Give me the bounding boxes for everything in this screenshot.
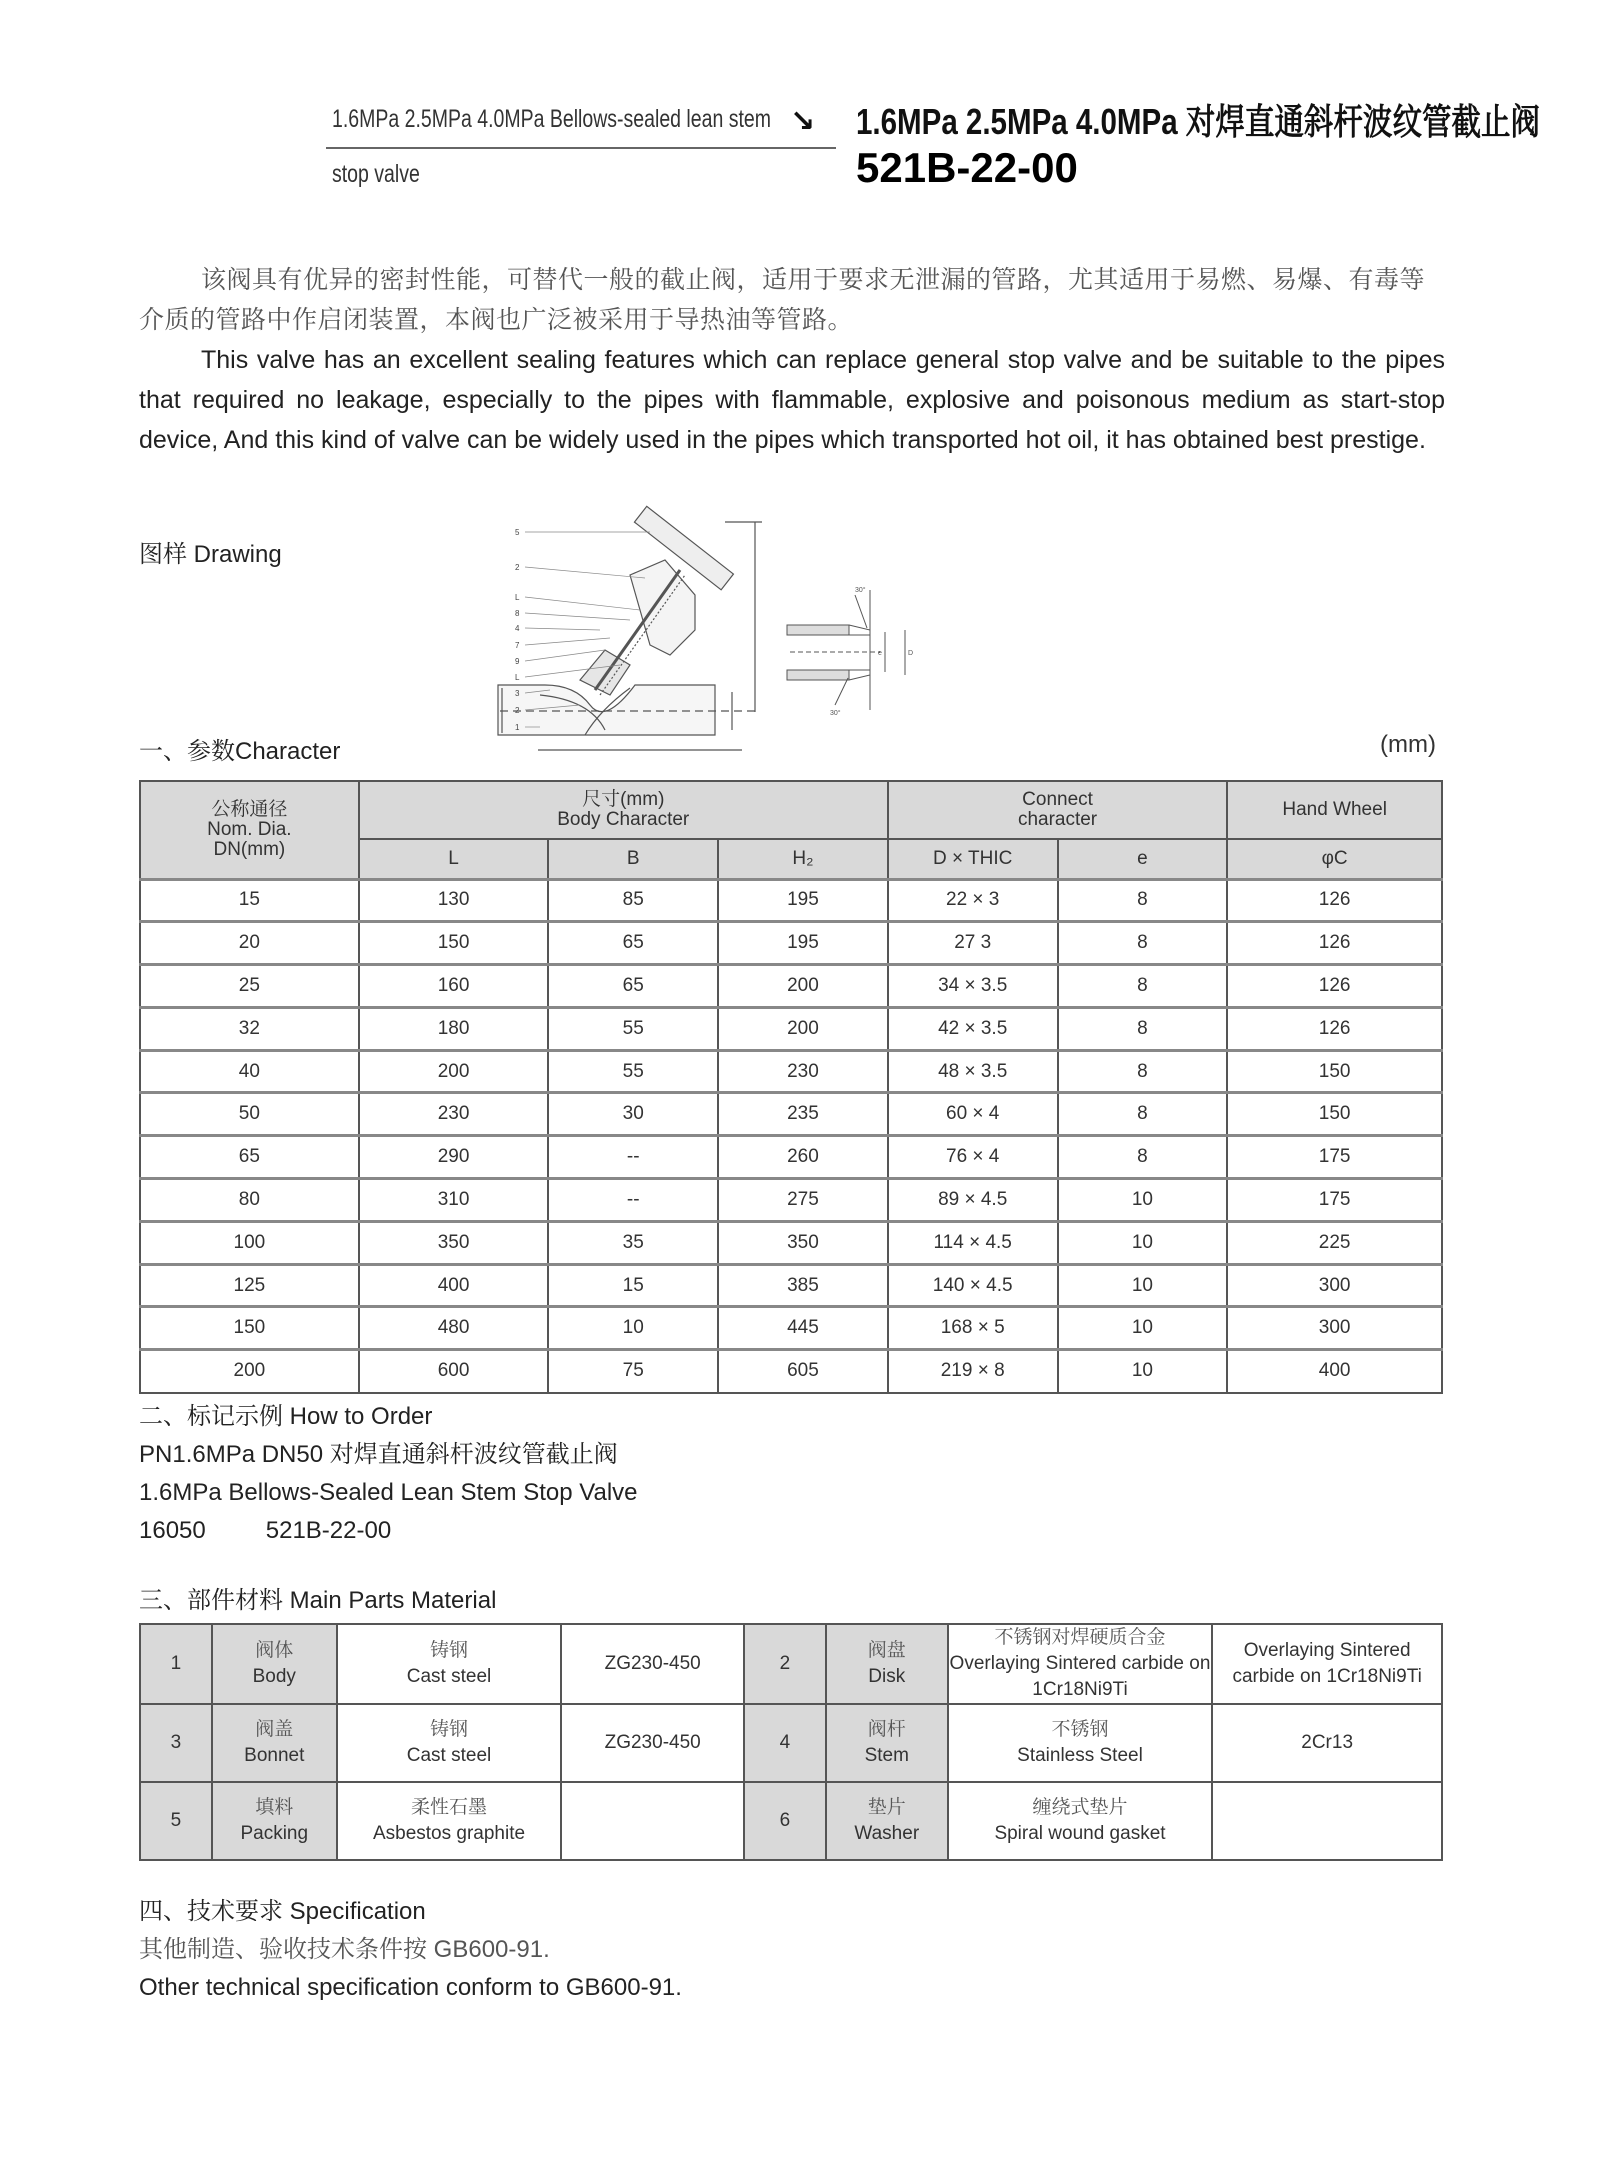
spec-cn: 其他制造、验收技术条件按 GB600-91. [139,1936,550,1963]
header-nom-dia-unit: DN(mm) [213,838,286,860]
header-hand-wheel: Hand Wheel [1227,781,1442,839]
cell-dn: 80 [140,1179,359,1222]
cell-d-thic: 89 × 4.5 [888,1179,1058,1222]
intro-paragraph [139,260,1445,460]
material-grade: 2Cr13 [1212,1704,1442,1782]
cell-e: 10 [1058,1350,1228,1393]
cell-l: 310 [359,1179,549,1222]
cell-l: 290 [359,1136,549,1179]
material-en: Cast steel [406,1745,492,1766]
material [948,1704,1213,1782]
header-divider [326,147,836,149]
table-row [140,879,1442,922]
svg-text:5: 5 [515,528,520,537]
material [337,1704,562,1782]
material-grade: ZG230-450 [561,1704,744,1782]
part-name-cn: 阀体 [255,1640,294,1661]
cell-phi-c: 300 [1227,1307,1442,1350]
svg-text:30°: 30° [830,710,841,717]
part-number: 2 [744,1624,826,1704]
part-name-cn: 阀盖 [255,1719,294,1740]
cell-h2: 350 [718,1221,888,1264]
cell-phi-c: 126 [1227,922,1442,965]
cell-d-thic: 34 × 3.5 [888,965,1058,1008]
cell-l: 130 [359,879,549,922]
cell-dn: 200 [140,1350,359,1393]
cell-dn: 15 [140,879,359,922]
cell-b: -- [548,1136,718,1179]
cell-dn: 100 [140,1221,359,1264]
order-code-pressure-dn: 16050 [139,1517,206,1544]
how-to-order-section [139,1398,638,1550]
cell-l: 400 [359,1264,549,1307]
cell-dn: 125 [140,1264,359,1307]
intro-en: This valve has an excellent sealing features which can replace general stop valve and be suitable to the pipes that required no leakage, especially to the pipes with flammable, explosive and poisonous medium as start-stop device, And this kind of valve can be widely used in the pipes which transported hot oil, it has obtained best prestige. [139,346,1445,454]
cell-phi-c: 175 [1227,1136,1442,1179]
order-section-title: 二、标记示例 How to Order [139,1403,433,1430]
header-L: L [359,839,549,879]
unit-label: (mm) [1380,731,1436,758]
cell-l: 230 [359,1093,549,1136]
page-title: 1.6MPa 2.5MPa 4.0MPa 对焊直通斜杆波纹管截止阀 [856,101,1541,142]
cell-e: 8 [1058,965,1228,1008]
svg-text:8: 8 [515,609,520,618]
weld-end-detail-drawing [770,570,940,730]
cell-dn: 50 [140,1093,359,1136]
part-name [212,1782,337,1860]
table-row [140,1221,1442,1264]
order-codes [139,1512,638,1550]
character-section-title: 一、参数Character [139,738,341,765]
svg-text:30°: 30° [855,587,866,594]
table-row [140,1093,1442,1136]
cell-b: 85 [548,879,718,922]
cell-d-thic: 114 × 4.5 [888,1221,1058,1264]
part-name-en: Bonnet [244,1745,305,1766]
cell-h2: 200 [718,965,888,1008]
header-connect-line1: Connect [1022,789,1093,810]
part-name [826,1704,948,1782]
arrow-down-right-icon: ↘ [790,105,816,138]
header-body-cn: 尺寸(mm) [582,789,665,810]
cell-b: 65 [548,965,718,1008]
cell-e: 10 [1058,1179,1228,1222]
material-grade: ZG230-450 [561,1624,744,1704]
part-name-en: Washer [854,1823,920,1844]
part-number: 4 [744,1704,826,1782]
cell-e: 8 [1058,879,1228,922]
svg-text:D: D [908,650,914,657]
table-row [140,1007,1442,1050]
material-en: Stainless Steel [1017,1745,1143,1766]
header-D-thic: D × THIC [888,839,1058,879]
cell-h2: 200 [718,1007,888,1050]
cell-d-thic: 22 × 3 [888,879,1058,922]
part-number: 6 [744,1782,826,1860]
cell-phi-c: 150 [1227,1050,1442,1093]
cell-d-thic: 76 × 4 [888,1136,1058,1179]
part-number: 5 [140,1782,212,1860]
valve-cross-section-drawing [480,500,780,770]
cell-h2: 275 [718,1179,888,1222]
header-subtitle-line1: 1.6MPa 2.5MPa 4.0MPa Bellows-sealed lean stem [332,105,771,133]
cell-d-thic: 60 × 4 [888,1093,1058,1136]
part-name-cn: 阀杆 [867,1719,906,1740]
header-connect-line2: character [1017,809,1098,830]
cell-e: 8 [1058,922,1228,965]
part-name [212,1704,337,1782]
cell-d-thic: 42 × 3.5 [888,1007,1058,1050]
material-cn: 缠绕式垫片 [1032,1797,1128,1818]
part-name-cn: 填料 [255,1797,294,1818]
cell-dn: 32 [140,1007,359,1050]
cell-d-thic: 27 3 [888,922,1058,965]
cell-h2: 195 [718,922,888,965]
part-name [826,1782,948,1860]
cell-phi-c: 225 [1227,1221,1442,1264]
material [337,1624,562,1704]
cell-h2: 445 [718,1307,888,1350]
cell-e: 8 [1058,1093,1228,1136]
part-name-en: Stem [864,1745,909,1766]
intro-cn: 该阀具有优异的密封性能，可替代一般的截止阀，适用于要求无泄漏的管路，尤其适用于易燃、易爆、有毒等介质的管路中作启闭装置，本阀也广泛被采用于导热油等管路。 [139,266,1426,334]
cell-phi-c: 150 [1227,1093,1442,1136]
part-number: 1 [140,1624,212,1704]
material-en: Cast steel [406,1666,492,1687]
model-number: 521B-22-00 [856,144,1078,191]
part-name-cn: 阀盘 [867,1640,906,1661]
material-cn: 铸钢 [430,1640,469,1661]
cell-d-thic: 219 × 8 [888,1350,1058,1393]
cell-h2: 235 [718,1093,888,1136]
header-phi-c: φC [1227,839,1442,879]
materials-row [140,1782,1442,1860]
svg-text:9: 9 [515,657,520,666]
cell-e: 10 [1058,1307,1228,1350]
header-body-character [359,781,888,839]
cell-l: 600 [359,1350,549,1393]
character-table [139,780,1443,1394]
part-number: 3 [140,1704,212,1782]
table-row [140,1050,1442,1093]
header-e: e [1058,839,1228,879]
materials-row [140,1624,1442,1704]
header-nom-dia-en: Nom. Dia. [207,818,292,840]
svg-text:e: e [878,650,882,657]
header-body-en: Body Character [557,809,690,830]
table-row [140,922,1442,965]
table-row [140,1350,1442,1393]
cell-h2: 260 [718,1136,888,1179]
order-code-model: 521B-22-00 [265,1517,392,1544]
svg-text:2: 2 [515,563,520,572]
cell-phi-c: 126 [1227,965,1442,1008]
materials-row [140,1704,1442,1782]
spec-en: Other technical specification conform to GB600-91. [139,1974,682,2001]
cell-h2: 230 [718,1050,888,1093]
part-name-en: Packing [240,1823,309,1844]
svg-text:2: 2 [515,706,520,715]
cell-b: -- [548,1179,718,1222]
cell-e: 10 [1058,1221,1228,1264]
cell-e: 8 [1058,1050,1228,1093]
cell-b: 35 [548,1221,718,1264]
cell-l: 180 [359,1007,549,1050]
svg-text:L: L [515,593,520,602]
material-cn: 柔性石墨 [411,1797,488,1818]
header-subtitle-line2: stop valve [332,160,420,188]
order-line-en: 1.6MPa Bellows-Sealed Lean Stem Stop Valve [139,1479,638,1506]
cell-b: 65 [548,922,718,965]
svg-text:L: L [515,673,520,682]
table-row [140,1264,1442,1307]
material [948,1624,1213,1704]
cell-dn: 65 [140,1136,359,1179]
cell-dn: 40 [140,1050,359,1093]
cell-l: 350 [359,1221,549,1264]
cell-b: 15 [548,1264,718,1307]
material [337,1782,562,1860]
svg-text:7: 7 [515,641,520,650]
cell-dn: 150 [140,1307,359,1350]
cell-e: 8 [1058,1136,1228,1179]
header-nom-dia [140,781,359,879]
cell-b: 75 [548,1350,718,1393]
material-grade [1212,1782,1442,1860]
cell-d-thic: 140 × 4.5 [888,1264,1058,1307]
spec-section-title: 四、技术要求 Specification [139,1898,426,1925]
material-en: Asbestos graphite [372,1823,526,1844]
cell-b: 30 [548,1093,718,1136]
specification-section [139,1893,682,2007]
cell-h2: 385 [718,1264,888,1307]
material-cn: 不锈钢 [1051,1719,1109,1740]
cell-l: 200 [359,1050,549,1093]
part-name-en: Disk [868,1666,906,1687]
svg-text:3: 3 [515,689,520,698]
cell-phi-c: 126 [1227,879,1442,922]
cell-phi-c: 126 [1227,1007,1442,1050]
cell-phi-c: 400 [1227,1350,1442,1393]
materials-section-title: 三、部件材料 Main Parts Material [139,1587,497,1614]
table-row [140,1136,1442,1179]
part-name [212,1624,337,1704]
cell-d-thic: 48 × 3.5 [888,1050,1058,1093]
material-en: Spiral wound gasket [994,1823,1166,1844]
svg-text:1: 1 [515,723,520,732]
cell-h2: 605 [718,1350,888,1393]
part-name-en: Body [252,1666,296,1687]
cell-e: 10 [1058,1264,1228,1307]
cell-dn: 25 [140,965,359,1008]
cell-phi-c: 300 [1227,1264,1442,1307]
svg-text:4: 4 [515,624,520,633]
material [948,1782,1213,1860]
table-row [140,1307,1442,1350]
cell-b: 55 [548,1050,718,1093]
material-grade [561,1782,744,1860]
cell-b: 10 [548,1307,718,1350]
order-line-cn: PN1.6MPa DN50 对焊直通斜杆波纹管截止阀 [139,1441,618,1468]
header-H2: H₂ [718,839,888,879]
cell-l: 480 [359,1307,549,1350]
part-name-cn: 垫片 [867,1797,906,1818]
header-B: B [548,839,718,879]
cell-l: 160 [359,965,549,1008]
materials-table [139,1623,1443,1861]
table-row [140,1179,1442,1222]
header-connect-character [888,781,1227,839]
cell-e: 8 [1058,1007,1228,1050]
cell-d-thic: 168 × 5 [888,1307,1058,1350]
drawing-label: 图样 Drawing [139,541,282,568]
header-nom-dia-cn: 公称通径 [211,798,288,820]
cell-l: 150 [359,922,549,965]
table-row [140,965,1442,1008]
material-cn: 不锈钢对焊硬质合金 [994,1627,1166,1648]
cell-b: 55 [548,1007,718,1050]
material-en: Overlaying Sintered carbide on 1Cr18Ni9Ti [949,1653,1211,1700]
cell-dn: 20 [140,922,359,965]
cell-h2: 195 [718,879,888,922]
cell-phi-c: 175 [1227,1179,1442,1222]
material-cn: 铸钢 [430,1719,469,1740]
material-grade: Overlaying Sintered carbide on 1Cr18Ni9Ti [1212,1624,1442,1704]
part-name [826,1624,948,1704]
